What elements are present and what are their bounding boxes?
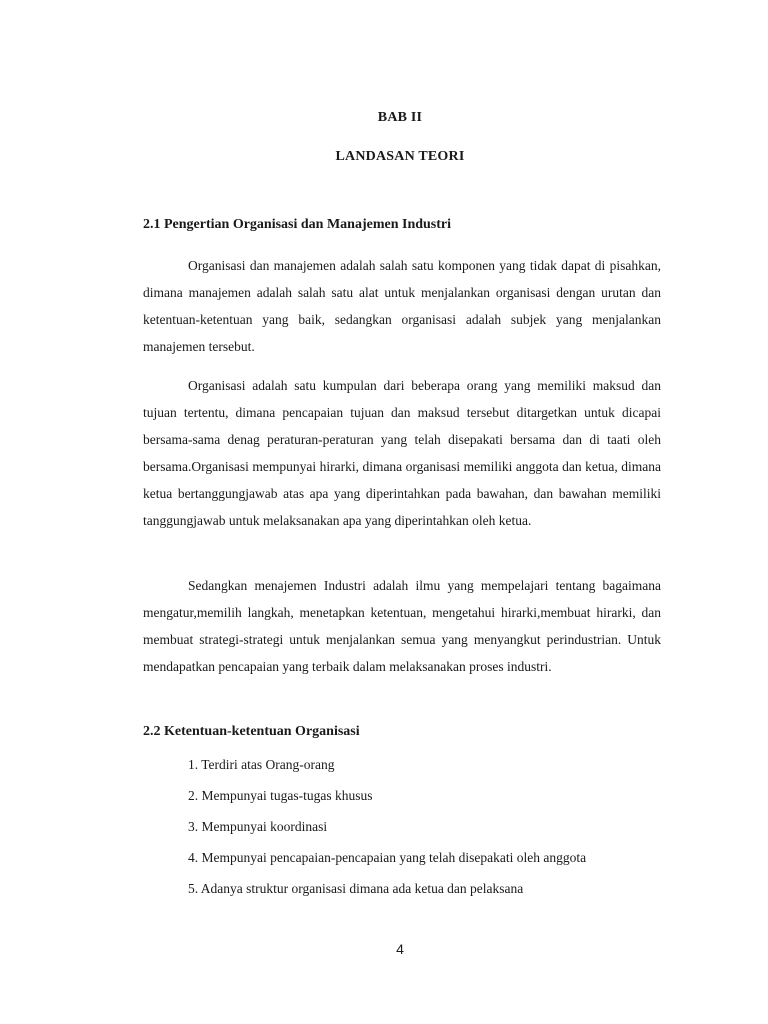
section-heading-2-2: 2.2 Ketentuan-ketentuan Organisasi xyxy=(143,724,360,739)
list-item: 1. Terdiri atas Orang-orang xyxy=(188,757,335,772)
list-item: 4. Mempunyai pencapaian-pencapaian yang telah disepakati oleh anggota xyxy=(188,850,587,865)
paragraph: Organisasi adalah satu kumpulan dari beberapa orang yang memiliki maksud dan tujuan tertentu, dimana pencapaian tujuan dan maksud tersebut ditargetkan untuk dicapai bersama-sama denag peraturan-peraturan yang telah disepakati bersama dan di taati oleh bersama.Organisasi mempunyai hirarki, dimana organisasi memiliki anggota dan ketua, dimana ketua bertanggungjawab atas apa yang diperintahkan pada bawahan, dan bawahan memiliki tanggungjawab untuk melaksanakan apa yang diperintahkan oleh ketua. xyxy=(143,378,661,528)
requirements-list xyxy=(188,755,586,910)
chapter-number: BAB II xyxy=(377,110,423,125)
list-item: 3. Mempunyai koordinasi xyxy=(188,819,328,834)
list-item: 5. Adanya struktur organisasi dimana ada ketua dan pelaksana xyxy=(188,881,524,896)
list-item: 2. Mempunyai tugas-tugas khusus xyxy=(188,788,373,803)
paragraph: Sedangkan menajemen Industri adalah ilmu yang mempelajari tentang bagaimana mengatur,memilih langkah, menetapkan ketentuan, mengetahui hirarki,membuat hirarki, dan membuat strategi-strategi untuk menjalankan semua yang menyangkut perindustrian. Untuk mendapatkan pencapaian yang terbaik dalam melaksanakan proses industri. xyxy=(143,578,661,674)
page-number: 4 xyxy=(396,941,404,957)
section-heading-2-1: 2.1 Pengertian Organisasi dan Manajemen Industri xyxy=(143,217,452,232)
chapter-title: LANDASAN TEORI xyxy=(335,149,465,164)
paragraph: Organisasi dan manajemen adalah salah satu komponen yang tidak dapat di pisahkan, dimana manajemen adalah salah satu alat untuk menjalankan organisasi dengan urutan dan ketentuan-ketentuan yang baik, sedangkan organisasi adalah subjek yang menjalankan manajemen tersebut. xyxy=(143,258,661,354)
